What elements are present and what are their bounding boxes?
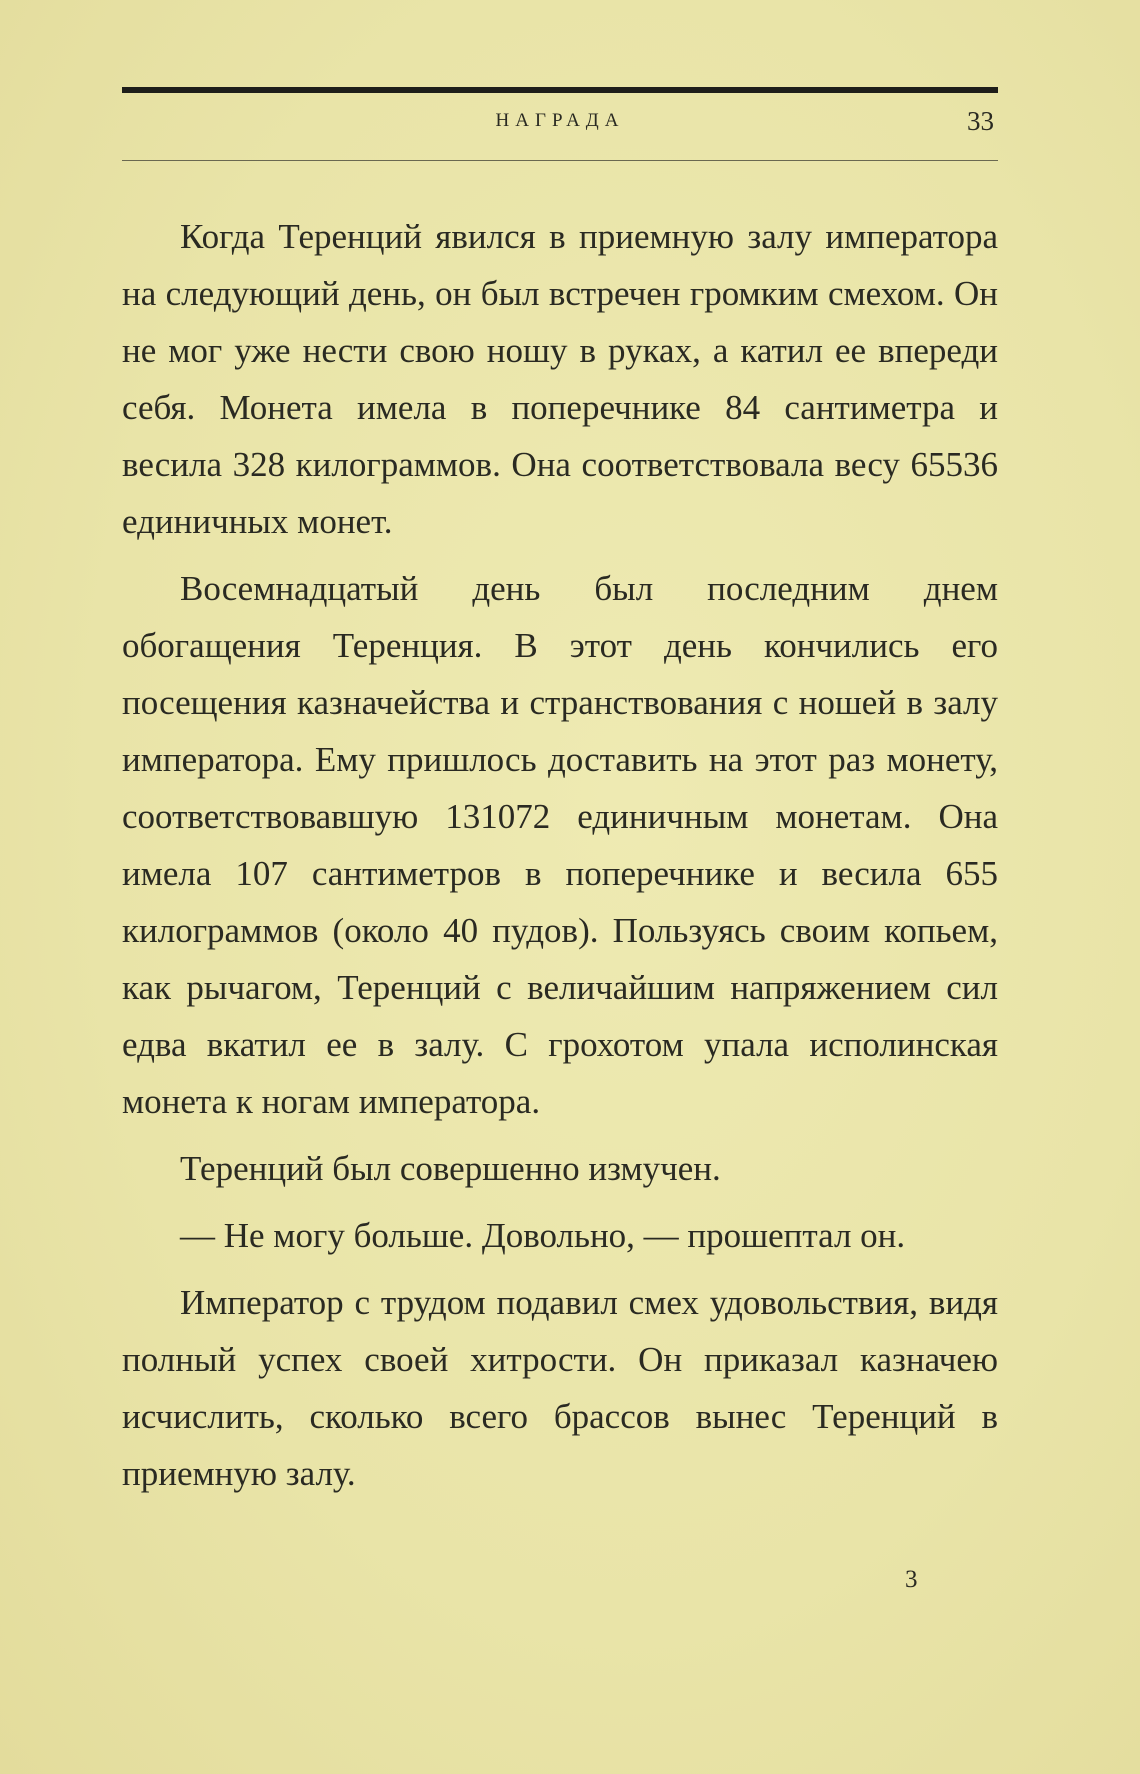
header-bottom-rule (122, 160, 998, 161)
header-top-rule (122, 87, 998, 93)
paragraph-4: — Не могу больше. Довольно, — прошептал он. (180, 1216, 906, 1255)
body-text (122, 208, 998, 1512)
running-header (122, 106, 998, 144)
page-number: 33 (967, 106, 994, 136)
running-title: НАГРАДА (495, 110, 625, 131)
signature-mark: 3 (905, 1566, 918, 1593)
paragraph-1: Когда Теренций явился в приемную залу императора на следующий день, он был встречен громким смехом. Он не мог уже нести свою ношу в руках, а катил ее впереди себя. Монета имела в поперечнике 84 сантиметра и весила 328 килограммов. Она соответствовала весу 65536 единичных монет. (122, 217, 998, 541)
paragraph-5: Император с трудом подавил смех удовольствия, видя полный успех своей хитрости. Он приказал казначею исчислить, сколько всего брассов вынес Теренций в приемную залу. (122, 1283, 998, 1493)
paragraph-3: Теренций был совершенно измучен. (180, 1149, 721, 1188)
paragraph-2: Восемнадцатый день был последним днем обогащения Теренция. В этот день кончились его посещения казначейства и странствования с ношей в залу императора. Ему пришлось доставить на этот раз монету, соответствовавшую 131072 единичным монетам. Она имела 107 сантиметров в поперечнике и весила 655 килограммов (около 40 пудов). Пользуясь своим копьем, как рычагом, Теренций с величайшим напряжением сил едва вкатил ее в залу. С грохотом упала исполинская монета к ногам императора. (122, 569, 998, 1121)
